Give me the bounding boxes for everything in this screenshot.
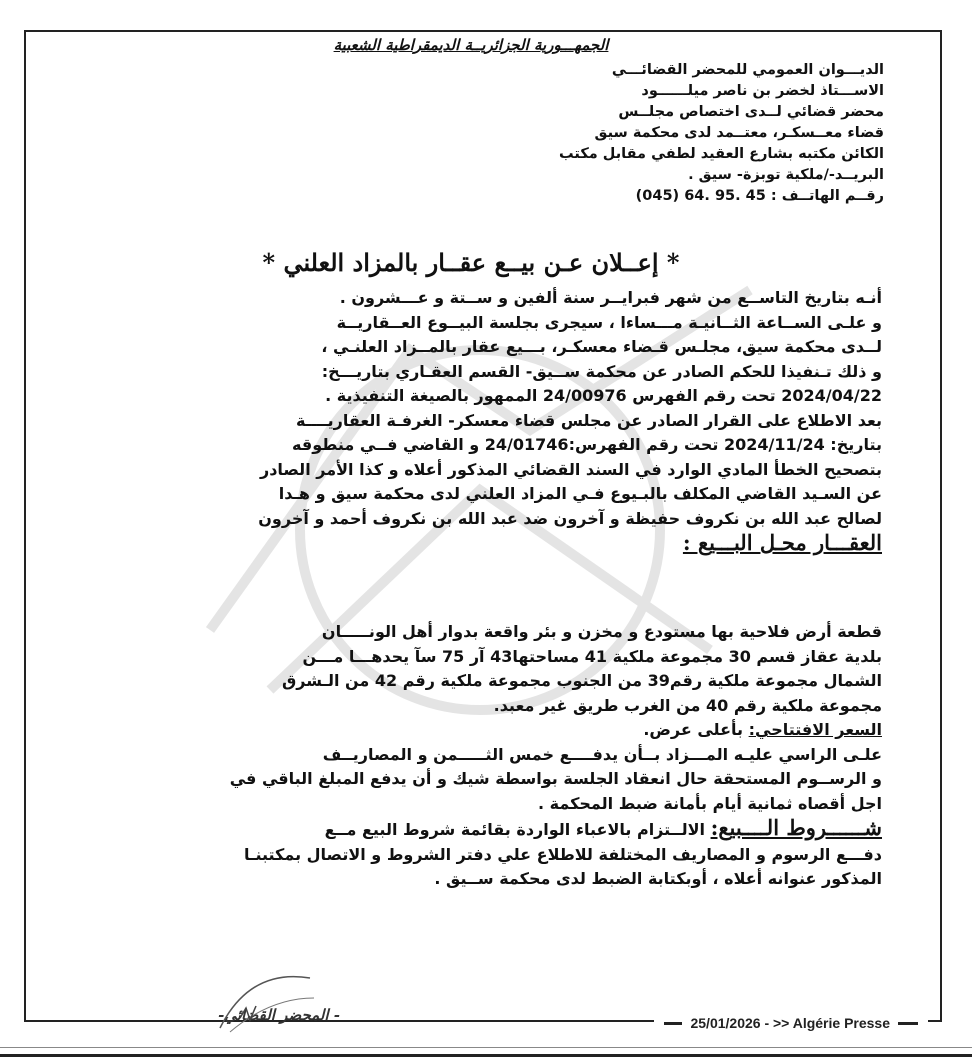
phone-number: (045) 64. 95. 45 [635,188,766,204]
conditions-line: المذكور عنوانه أعلاه ، أوبكتابة الضبط لدى محكمة ســيق . [434,869,882,888]
body-line: بعد الاطلاع على القرار الصادر عن مجلس قضاء معسكر- الغرفـة العقاريــــة [296,410,882,430]
page-bottom-rule [0,1054,972,1057]
office-line: البريــد-/ملكية توبزة- سيق . [688,167,884,183]
property-body [82,620,882,892]
footer-date-source [654,1015,928,1031]
body-line: و علـى الســاعة الثــانيـة مـــساءا ، سيجرى بجلسة البيــوع العــقاريــة [336,312,882,332]
property-line: الشمال مجموعة ملكية رقم39 من الجنوب مجموعة ملكية رقم 42 من الـشرق [281,671,882,690]
office-phone [464,186,884,207]
republic-heading: الجمهـــورية الجزائريــة الديمقراطية الشعبية [333,36,609,54]
office-line: الكائن مكتبه بشارع العقيد لطفي مقابل مكتب [559,146,884,162]
conditions-text: الالــتزام بالاعباء الواردة بقائمة شروط البيع مــع [324,820,705,839]
office-line: الاســـتاذ لخضر بن ناصر ميلــــــود [641,83,884,99]
office-line: محضر قضائي لــدى اختصاص مجلــس [618,104,884,120]
conditions-section-title: شــــــروط الــــبيع: [710,816,882,840]
payment-line: اجل أقصاه ثمانية أيام بأمانة ضبط المحكمة . [537,793,882,813]
footer-text: 25/01/2026 - >> Algérie Presse [690,1015,890,1031]
announcement-title: * إعــلان عـن بيــع عقــار بالمزاد العلني * [262,248,680,277]
office-line: الديـــوان العمومي للمحضر القضائـــي [611,62,884,78]
bailiff-signature: - المحضر القضائي- [218,1006,340,1024]
body-line: أنـه بتاريخ التاســع من شهر فبرايــر سنة ألفين و ســتة و عـــشرون . [339,288,882,307]
office-line: قضاء معــسكـر، معتــمد لدى محكمة سيق [594,125,884,141]
conditions-line: دفـــع الرسوم و المصاريف المختلفة للاطلاع علي دفتر الشروط و الاتصال بمكتبنـا [243,844,882,864]
bailiff-office-block [464,60,884,207]
page-bottom-thin-rule [0,1047,972,1048]
opening-price-value: بأعلى عرض. [643,720,744,739]
phone-label: رقــم الهاتــف : [770,188,884,204]
opening-price-label: السعر الافتتاحي: [748,720,882,739]
body-line: بتصحيح الخطأ المادي الوارد في السند القضائي المذكور أعلاه و كذا الأمر الصادر [259,459,882,479]
body-line: عن السـيد القاضي المكلف بالبـيوع فـي المزاد العلني لدى محكمة سيق و هـدا [278,484,882,503]
property-line: قطعة أرض فلاحية بها مستودع و مخزن و بئر واقعة بدوار أهل الونـــــان [321,622,882,641]
opening-price [82,718,882,743]
body-line: بتاريخ: 2024/11/24 تحت رقم الفهرس:24/01746 و القاضي فــي منطوقه [292,435,882,454]
conditions-first-line [82,816,882,843]
body-line: لــدى محكمة سيق، مجلـس قـضاء معسكـر، بـــيع عقار بالمــزاد العلنـي ، [321,337,882,356]
footer-rule-right [898,1022,918,1025]
property-line: مجموعة ملكية رقم 40 من الغرب طريق غير معبد. [493,695,882,715]
announcement-body [82,286,882,556]
body-line: لصالح عبد الله بن نكروف حفيظة و آخرون ضد عبد الله بن نكروف أحمد و آخرون [258,508,882,528]
official-stamp-icon [210,958,320,1038]
body-line: و ذلك تـنفيذا للحكم الصادر عن محكمة ســيق- القسم العقـاري بتاريـــخ: [321,361,882,381]
property-line: بلدية عقاز قسم 30 مجموعة ملكية 41 مساحتها43 آر 75 سآ يحدهـــا مـــن [302,646,882,666]
property-section-title: العقـــار محـل البـــيع : [682,531,882,555]
body-line: 2024/04/22 تحت رقم الفهرس 24/00976 الممهور بالصيغة التنفيذية . [325,386,882,405]
payment-line: و الرســوم المستحقة حال انعقاد الجلسة بواسطة شيك و أن يدفع المبلغ الباقي في [229,769,882,788]
payment-line: علـى الراسي عليـه المـــزاد بــأن يدفــــع خمس الثـــــمن و المصاريــف [322,744,882,764]
footer-rule-left [664,1022,682,1025]
